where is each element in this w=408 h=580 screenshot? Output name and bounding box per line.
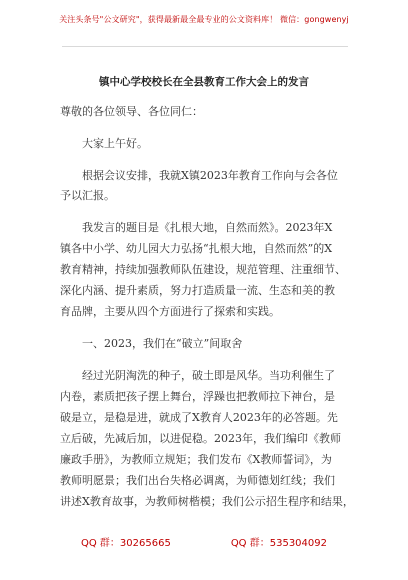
promo-banner: 关注头条号"公文研究"，获得最新最全最专业的公文资料库！ 微信：gongwenyj	[59, 15, 349, 24]
paragraph-line: 教育精神，持续加强教师队伍建设，规范管理、注重细节、	[60, 263, 346, 276]
paragraph-line: 根据会议安排，我就X镇2023年教育工作向与会各位	[82, 169, 338, 182]
paragraph-line: 深化内涵、提升素质，努力打造质量一流、生态和美的教	[60, 284, 335, 297]
paragraph-line: 予以汇报。	[60, 189, 115, 202]
paragraph-line: 经过光阴淘洗的种子，破土即是风华。当功利催生了	[82, 369, 335, 382]
salutation-line: 尊敬的各位领导、各位同仁：	[60, 105, 203, 118]
paragraph-line: 教师明愿景；我们出台失格必调离，为师德划红线；我们	[60, 474, 335, 487]
paragraph-line: 育品牌，主要从四个方面进行了探索和实践。	[60, 305, 280, 318]
paragraph-line: 立后破，先减后加，以进促稳。2023年，我们编印《教师	[60, 432, 341, 445]
paragraph-line: 镇各中小学、幼儿园大力弘扬“扎根大地，自然而然”的X	[60, 242, 333, 255]
section-heading: 一、2023，我们在“破立”间取舍	[82, 337, 243, 350]
paragraph-line: 内卷，素质把孩子摆上舞台，浮躁也把教师拉下神台，是	[60, 390, 335, 403]
greeting-line: 大家上午好。	[82, 137, 148, 150]
document-title: 镇中心学校校长在全县教育工作大会上的发言	[99, 76, 309, 88]
paragraph-line: 我发言的题目是《扎根大地，自然而然》。2023年X	[82, 221, 333, 234]
paragraph-line: 讲述X教育故事，为教师树楷模；我们公示招生程序和结果，	[60, 495, 354, 508]
paragraph-line: 破是立，是稳是进，就成了X教育人2023年的必答题。先	[60, 411, 338, 424]
footer-contact	[0, 534, 408, 549]
paragraph-line: 廉政手册》，为教师立规矩；我们发布《X教师誓词》，为	[60, 453, 332, 466]
qq-group-2: QQ 群：535304092	[230, 538, 327, 549]
qq-group-1: QQ 群：30265665	[80, 538, 171, 549]
header-divider	[62, 46, 348, 47]
